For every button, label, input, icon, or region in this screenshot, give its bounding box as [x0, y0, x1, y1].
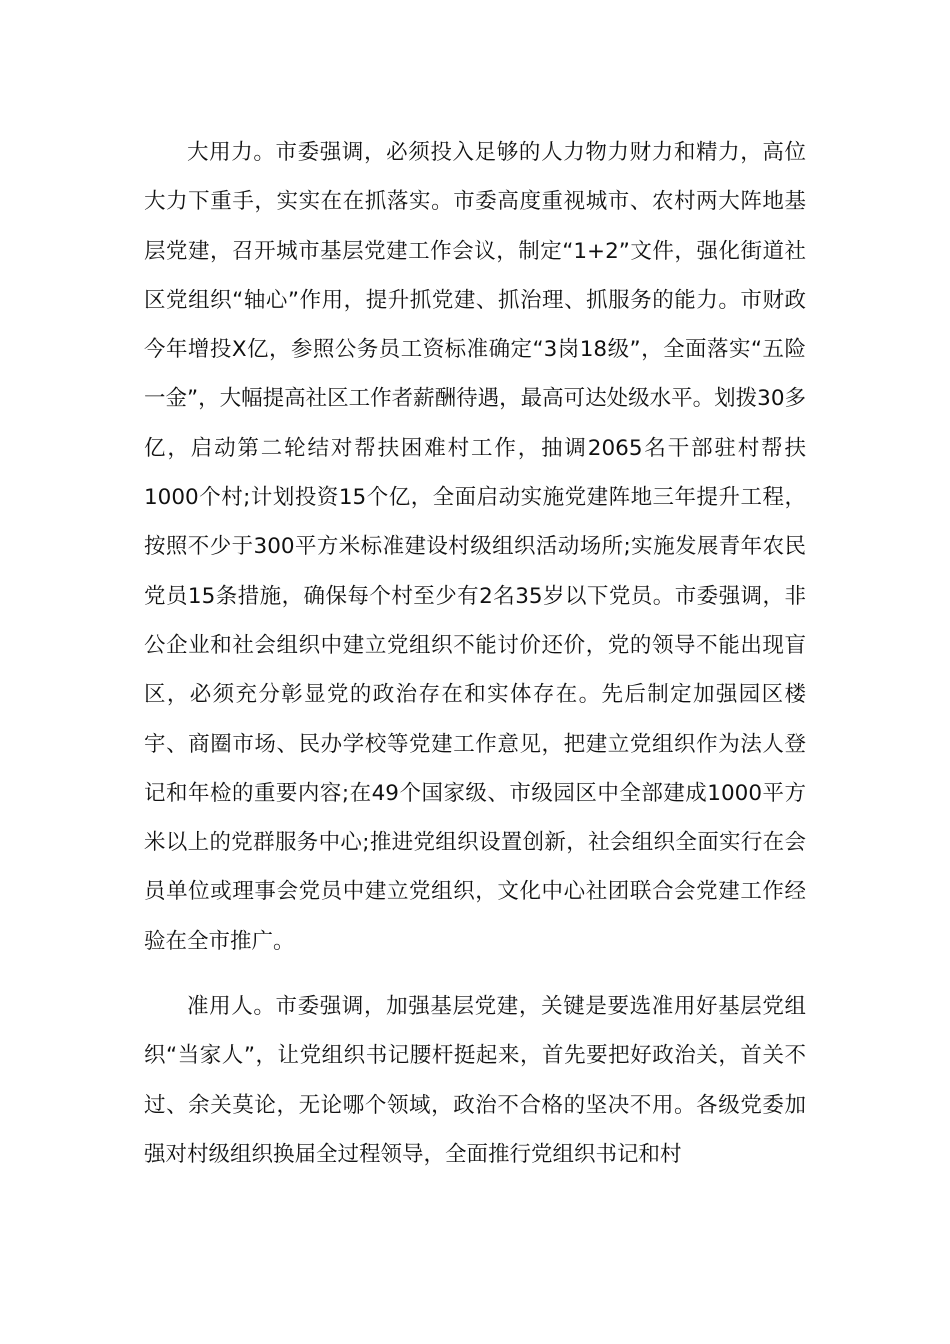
- document-body: [144, 128, 806, 1179]
- paragraph-zhun-yong-ren: 准用人。市委强调，加强基层党建，关键是要选准用好基层党组织“当家人”，让党组织书记腰杆挺起来，首先要把好政治关，首关不过、余关莫论，无论哪个领域，政治不合格的坚决不用。各级党委加强对村级组织换届全过程领导，全面推行党组织书记和村: [144, 994, 806, 1167]
- paragraph-da-yong-li: 大用力。市委强调，必须投入足够的人力物力财力和精力，高位大力下重手，实实在在抓落实。市委高度重视城市、农村两大阵地基层党建，召开城市基层党建工作会议，制定“1+2”文件，强化街道社区党组织“轴心”作用，提升抓党建、抓治理、抓服务的能力。市财政今年增投X亿，参照公务员工资标准确定“3岗18级”，全面落实“五险一金”，大幅提高社区工作者薪酬待遇，最高可达处级水平。划拨30多亿，启动第二轮结对帮扶困难村工作，抽调2065名干部驻村帮扶1000个村;计划投资15个亿，全面启动实施党建阵地三年提升工程，按照不少于300平方米标准建设村级组织活动场所;实施发展青年农民党员15条措施，确保每个村至少有2名35岁以下党员。市委强调，非公企业和社会组织中建立党组织不能讨价还价，党的领导不能出现盲区，必须充分彰显党的政治存在和实体存在。先后制定加强园区楼宇、商圈市场、民办学校等党建工作意见，把建立党组织作为法人登记和年检的重要内容;在49个国家级、市级园区中全部建成1000平方米以上的党群服务中心;推进党组织设置创新，社会组织全面实行在会员单位或理事会党员中建立党组织，文化中心社团联合会党建工作经验在全市推广。: [144, 140, 806, 954]
